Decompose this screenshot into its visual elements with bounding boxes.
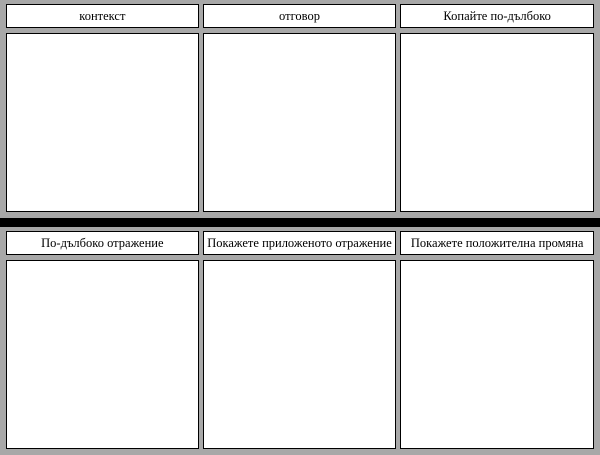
- cell-context[interactable]: [6, 33, 199, 212]
- cell-answer[interactable]: [203, 33, 397, 212]
- bottom-body-row: [6, 260, 594, 449]
- cell-dig-deeper[interactable]: [400, 33, 594, 212]
- section-divider: [0, 218, 600, 227]
- top-body-row: [6, 33, 594, 212]
- cell-applied-reflection[interactable]: [203, 260, 397, 449]
- top-panel: [0, 0, 600, 218]
- column-header-positive-change: Покажете положителна промяна: [400, 231, 594, 255]
- column-header-deeper-reflection: По-дълбоко отражение: [6, 231, 199, 255]
- column-header-applied-reflection: Покажете приложеното отражение: [203, 231, 397, 255]
- column-header-answer: отговор: [203, 4, 397, 28]
- cell-deeper-reflection[interactable]: [6, 260, 199, 449]
- bottom-panel: [0, 227, 600, 455]
- top-header-row: [6, 4, 594, 28]
- column-header-context: контекст: [6, 4, 199, 28]
- cell-positive-change[interactable]: [400, 260, 594, 449]
- column-header-dig-deeper: Копайте по-дълбоко: [400, 4, 594, 28]
- bottom-header-row: [6, 231, 594, 255]
